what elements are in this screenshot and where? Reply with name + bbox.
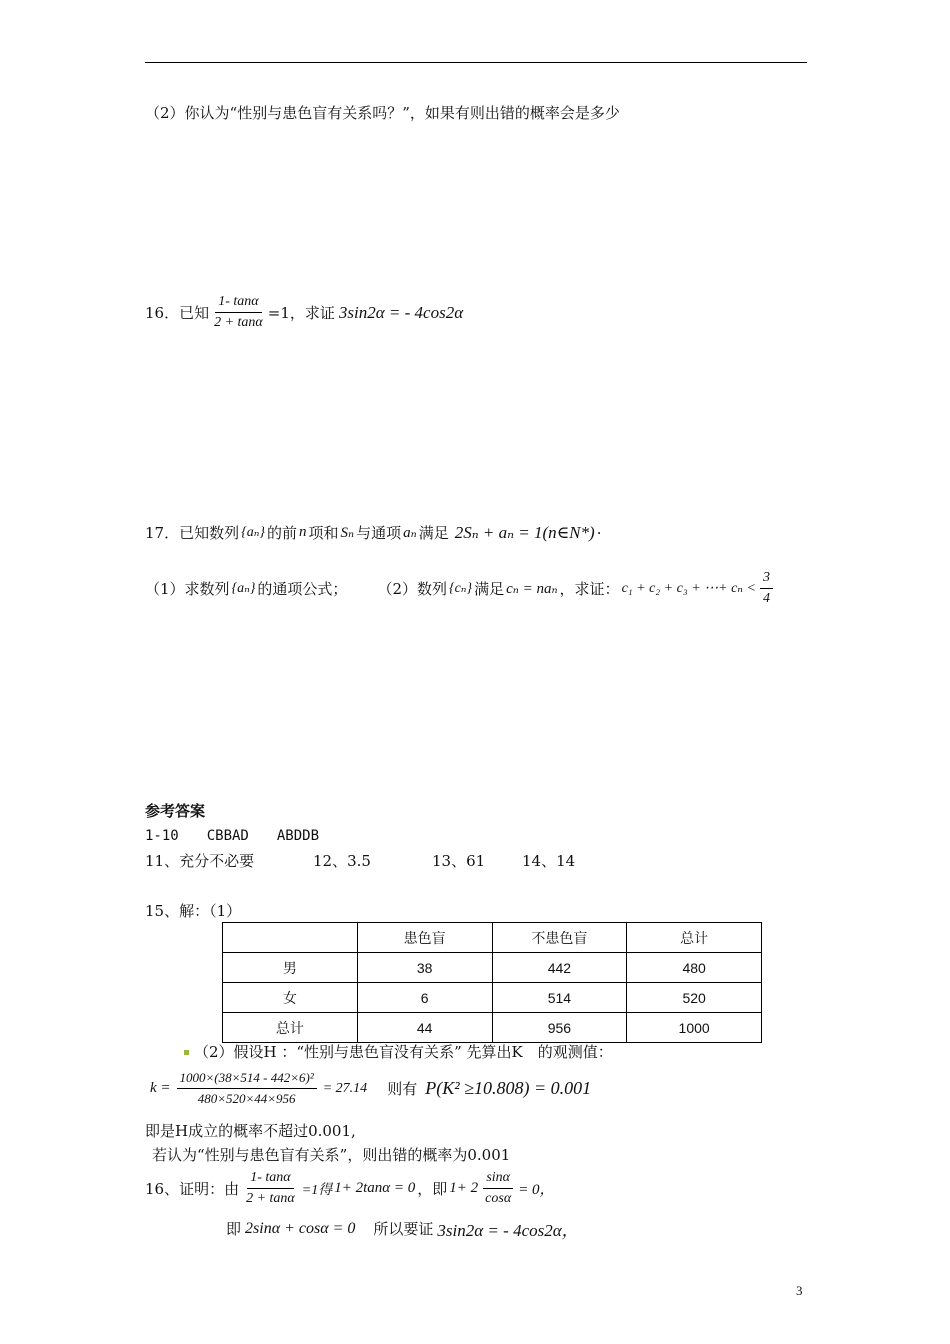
k-statistic-line (150, 1070, 591, 1107)
a16-fraction-1 (243, 1170, 298, 1207)
answer-11: 11、充分不必要 (145, 852, 255, 870)
q16-fraction (211, 294, 266, 331)
question-17-line-2 (145, 570, 775, 607)
q17-seq-c: {cₙ} (448, 581, 473, 596)
q16-claim: 3sin2α = - 4cos2α (338, 302, 464, 322)
page-number: 3 (796, 1283, 803, 1298)
answer-16-line-1 (145, 1170, 555, 1207)
q17-part2: （2）数列 (377, 580, 447, 598)
table-cell: 480 (627, 953, 762, 983)
answer-15-conclusion-1: 即是H成立的概率不超过0.001, (145, 1122, 356, 1140)
q17-inequality: c₁ + c₂ + c₃ + ⋯+ cₙ < (621, 581, 756, 596)
answers-heading: 参考答案 (145, 802, 206, 820)
question-17-line-1 (145, 522, 601, 543)
q17-part1-seq: {aₙ} (231, 581, 256, 596)
answer-14: 14、14 (522, 852, 576, 870)
q17-condition: 2Sₙ + aₙ = 1(n∈N*) (454, 522, 595, 542)
table-cell: 514 (492, 983, 627, 1013)
q16-fraction-denominator: 2 + tanα (214, 315, 263, 330)
k-fraction-numerator: 1000×(38×514 - 442×6)² (177, 1070, 317, 1089)
q17-text-b: 的前 (266, 524, 297, 542)
q17-fraction-numerator: 3 (760, 570, 773, 589)
k-probability: P(K² ≥10.808) = 0.001 (425, 1078, 592, 1098)
answers-line-1: 1-10 CBBAD ABDDB (145, 828, 320, 844)
a16-eq1: =1得 (301, 1182, 333, 1198)
q17-n: n (298, 524, 307, 540)
table-cell: 442 (492, 953, 627, 983)
table-cell: 44 (357, 1013, 492, 1043)
a16-fraction-2-denominator: cosα (485, 1191, 512, 1206)
q16-fraction-numerator: 1- tanα (215, 294, 261, 313)
a16-prefix: 16、证明：由 (145, 1180, 240, 1198)
q17-text-e: 满足 (418, 524, 449, 542)
table-header-cell: 患色盲 (357, 923, 492, 953)
answer-12: 12、3.5 (313, 852, 371, 870)
table-row (223, 1013, 762, 1043)
q17-cdef: cₙ = naₙ (506, 581, 558, 597)
table-cell: 总计 (223, 1013, 358, 1043)
q16-prefix: 16．已知 (145, 304, 210, 322)
a16-fraction-1-numerator: 1- tanα (247, 1170, 293, 1189)
table-cell: 956 (492, 1013, 627, 1043)
question-15-part-2: （2）你认为“性别与患色盲有关系吗？”，如果有则出错的概率会是多少 (145, 104, 620, 122)
green-marker (184, 1050, 189, 1055)
table-header-cell (223, 923, 358, 953)
a16-expression-1: 1+ 2tanα = 0 (334, 1180, 416, 1196)
k-value: = 27.14 (322, 1080, 368, 1096)
q17-fraction-denominator: 4 (762, 591, 770, 606)
k-then: 则有 (387, 1080, 418, 1098)
q17-part2-c: ，求证： (559, 580, 620, 598)
table-cell: 男 (223, 953, 358, 983)
q17-fraction (760, 570, 773, 607)
k-lhs: k = (150, 1080, 171, 1096)
k-fraction (177, 1070, 317, 1107)
table-row (223, 983, 762, 1013)
table-cell: 6 (357, 983, 492, 1013)
table-header-cell: 总计 (627, 923, 762, 953)
table-cell: 38 (357, 953, 492, 983)
table-header-cell: 不患色盲 (492, 923, 627, 953)
q17-part1: （1）求数列 (145, 580, 230, 598)
answer-16-line-2 (226, 1216, 579, 1241)
a16-expression-2b: = 0， (518, 1182, 555, 1198)
a16-line2-claim: 3sin2α = - 4cos2α， (437, 1221, 579, 1240)
a16-fraction-1-denominator: 2 + tanα (246, 1191, 295, 1206)
a16-fraction-2 (482, 1170, 514, 1207)
a16-line2-expression: 2sinα + cosα = 0 (245, 1219, 356, 1237)
a16-fraction-2-numerator: sinα (483, 1170, 513, 1189)
q17-an: aₙ (403, 525, 417, 541)
q17-Sn: Sₙ (340, 525, 355, 541)
q17-part1-b: 的通项公式； (257, 580, 348, 598)
k-fraction-denominator: 480×520×44×956 (197, 1091, 296, 1106)
contingency-table (222, 922, 762, 1043)
a16-line2-a: 即 (226, 1220, 242, 1238)
question-16 (145, 294, 463, 331)
answer-13: 13、61 (432, 852, 486, 870)
table-cell: 女 (223, 983, 358, 1013)
q17-seq-a: {aₙ} (241, 525, 265, 540)
a16-expression-2a: 1+ 2 (449, 1180, 479, 1196)
table-header-row (223, 923, 762, 953)
q17-dot: · (596, 523, 602, 542)
answer-15-part-2: （2）假设H ：“性别与患色盲没有关系” 先算出K 的观测值： (194, 1043, 613, 1061)
q16-eq: =1，求证 (267, 304, 335, 322)
answer-15-conclusion-2: 若认为“性别与患色盲有关系”，则出错的概率为0.001 (152, 1146, 511, 1164)
table-cell: 520 (627, 983, 762, 1013)
table-cell: 1000 (627, 1013, 762, 1043)
answer-15-title: 15、解：（1） (145, 902, 242, 920)
q17-text-d: 与通项 (356, 524, 402, 542)
table-row (223, 953, 762, 983)
q17-text-a: 17．已知数列 (145, 524, 240, 542)
q17-part2-b: 满足 (474, 580, 505, 598)
q17-text-c: 项和 (308, 524, 339, 542)
a16-line2-b: 所以要证 (373, 1220, 434, 1238)
a16-mid: ，即 (417, 1180, 448, 1198)
header-rule (145, 62, 807, 63)
